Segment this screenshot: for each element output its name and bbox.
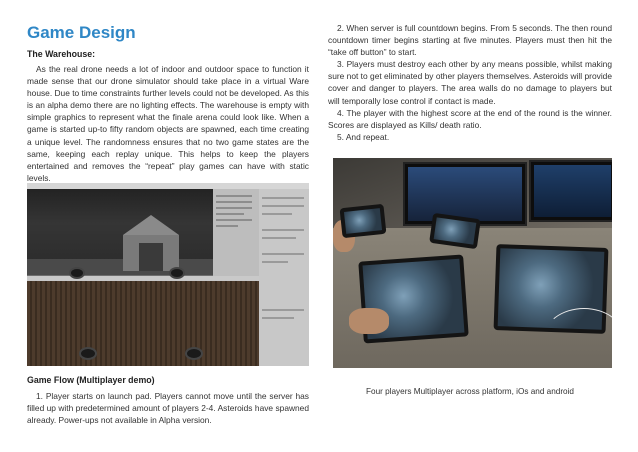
page-title: Game Design: [27, 23, 136, 42]
phone-device: [429, 213, 481, 249]
unity-editor-screenshot: [27, 183, 309, 366]
scene-ground: [27, 259, 213, 275]
game-flow-section: [27, 374, 309, 426]
left-column: [27, 22, 309, 184]
game-flow-step: 3. Players must destroy each other by any means possible, whilst making sure not to get eliminated by other players themselves. Asteroids will provide cover and danger to players. The area walls do no damage to players but will temporally lose control if contact is made.: [328, 59, 612, 106]
inspector-panel: [259, 189, 309, 366]
game-flow-step: 4. The player with the highest score at the end of the round is the winner. Scores are displayed as Kills/ death ratio.: [328, 107, 612, 130]
game-flow-step: 2. When server is full countdown begins. From 5 seconds. The then round countdown timer begins starting at five minutes. Players must then hit the “take off button” to start.: [328, 23, 612, 58]
game-flow-step: 1. Player starts on launch pad. Players cannot move until the server has filled up with predetermined amount of players 2-4. Asteroids have spawned already. Power-ups not available in Alpha version.: [27, 391, 309, 426]
game-flow-step: 5. And repeat.: [337, 131, 390, 142]
game-flow-heading: Game Flow (Multiplayer demo): [27, 375, 155, 385]
phone-device: [340, 204, 387, 238]
tire-object: [79, 347, 97, 360]
warehouse-door: [139, 243, 163, 271]
right-column: [328, 22, 612, 143]
multiplayer-photo: [333, 158, 612, 368]
hierarchy-panel: [213, 189, 259, 276]
tire-object: [185, 347, 203, 360]
hand: [349, 308, 389, 334]
photo-caption: Four players Multiplayer across platform, iOs and android: [366, 387, 574, 396]
warehouse-heading: The Warehouse:: [27, 49, 96, 59]
tire-object: [169, 267, 185, 279]
game-view-toolbar: [27, 276, 259, 281]
warehouse-paragraph: As the real drone needs a lot of indoor and outdoor space to function it made sense that our drone simulator should take place in a virtual Ware house. Due to time constraints further levels could not be developed. As this is an alpha demo there are no lighting effects. The warehouse is empty with simple graphics to represent what the finale arena could look like. When a game is started up-to fifty random objects are spawned, each time creating a unique level. The randomness ensures that no two game states are the same, keeping each replay unique. This helps to keep the players entertained and removes the “repeat” play games can have with static levels.: [27, 64, 309, 183]
monitor: [529, 160, 612, 222]
warehouse-roof: [123, 215, 179, 235]
tire-object: [69, 267, 85, 279]
game-view: [27, 276, 259, 366]
cable: [543, 308, 612, 368]
